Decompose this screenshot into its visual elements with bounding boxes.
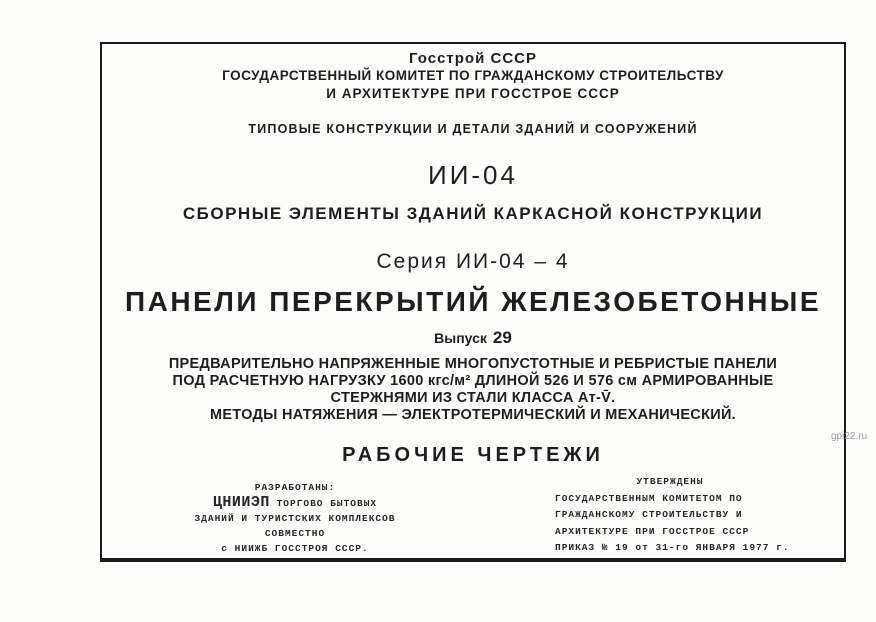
approved-by-line-4: ПРИКАЗ № 19 от 31-го ЯНВАРЯ 1977 г. bbox=[555, 542, 790, 553]
main-title: ПАНЕЛИ ПЕРЕКРЫТИЙ ЖЕЛЕЗОБЕТОННЫЕ bbox=[124, 286, 822, 317]
title-sheet bbox=[100, 42, 846, 562]
approved-by-heading: УТВЕРЖДЕНЫ bbox=[636, 476, 704, 487]
issue-number: 29 bbox=[492, 328, 512, 347]
developer-org-abbr: ЦНИИЭП bbox=[212, 494, 270, 511]
description-line-4: МЕТОДЫ НАТЯЖЕНИЯ — ЭЛЕКТРОТЕРМИЧЕСКИЙ И МЕХАНИЧЕСКИЙ. bbox=[209, 407, 737, 423]
approved-by-block bbox=[555, 474, 845, 557]
developed-by-line-1 bbox=[140, 495, 450, 511]
approved-by-line-2: ГРАЖДАНСКОМУ СТРОИТЕЛЬСТВУ И bbox=[555, 509, 743, 520]
developed-by-block bbox=[140, 480, 450, 556]
issue-label: Выпуск bbox=[434, 330, 487, 346]
description-line-3: СТЕРЖНЯМИ ИЗ СТАЛИ КЛАССА Ат-V̄. bbox=[330, 390, 616, 406]
org-line-2: ГОСУДАРСТВЕННЫЙ КОМИТЕТ ПО ГРАЖДАНСКОМУ СТРОИТЕЛЬСТВУ bbox=[222, 68, 724, 83]
series-index: ИИ-04 bbox=[428, 160, 518, 190]
developed-by-heading: РАЗРАБОТАНЫ: bbox=[254, 482, 336, 493]
document-type: РАБОЧИЕ ЧЕРТЕЖИ bbox=[342, 444, 604, 466]
description-line-2: ПОД РАСЧЕТНУЮ НАГРУЗКУ 1600 кгс/м² ДЛИНОЙ 526 И 576 см АРМИРОВАННЫЕ bbox=[172, 373, 774, 389]
description-line-1: ПРЕДВАРИТЕЛЬНО НАПРЯЖЕННЫЕ МНОГОПУСТОТНЫЕ И РЕБРИСТЫЕ ПАНЕЛИ bbox=[168, 356, 778, 372]
developer-org-rest: ТОРГОВО БЫТОВЫХ bbox=[269, 498, 378, 509]
issue-line bbox=[100, 328, 846, 348]
series-number: Серия ИИ-04 – 4 bbox=[376, 250, 570, 273]
org-line-3: И АРХИТЕКТУРЕ ПРИ ГОССТРОЕ СССР bbox=[326, 86, 620, 101]
developed-by-line-2: ЗДАНИЙ И ТУРИСТСКИХ КОМПЛЕКСОВ bbox=[194, 513, 396, 524]
series-title: ТИПОВЫЕ КОНСТРУКЦИИ И ДЕТАЛИ ЗДАНИЙ И СООРУЖЕНИЙ bbox=[248, 122, 698, 136]
approved-by-line-1: ГОСУДАРСТВЕННЫМ КОМИТЕТОМ ПО bbox=[555, 492, 743, 504]
approved-by-line-3: АРХИТЕКТУРЕ ПРИ ГОССТРОЕ СССР bbox=[555, 525, 750, 537]
developed-by-line-4: с НИИЖБ ГОССТРОЯ СССР. bbox=[221, 543, 369, 554]
series-subtitle: СБОРНЫЕ ЭЛЕМЕНТЫ ЗДАНИЙ КАРКАСНОЙ КОНСТРУКЦИИ bbox=[182, 204, 764, 223]
developed-by-line-3: СОВМЕСТНО bbox=[264, 528, 326, 539]
site-watermark: gpi22.ru bbox=[831, 431, 868, 442]
org-line-1: Госстрой СССР bbox=[409, 50, 537, 67]
